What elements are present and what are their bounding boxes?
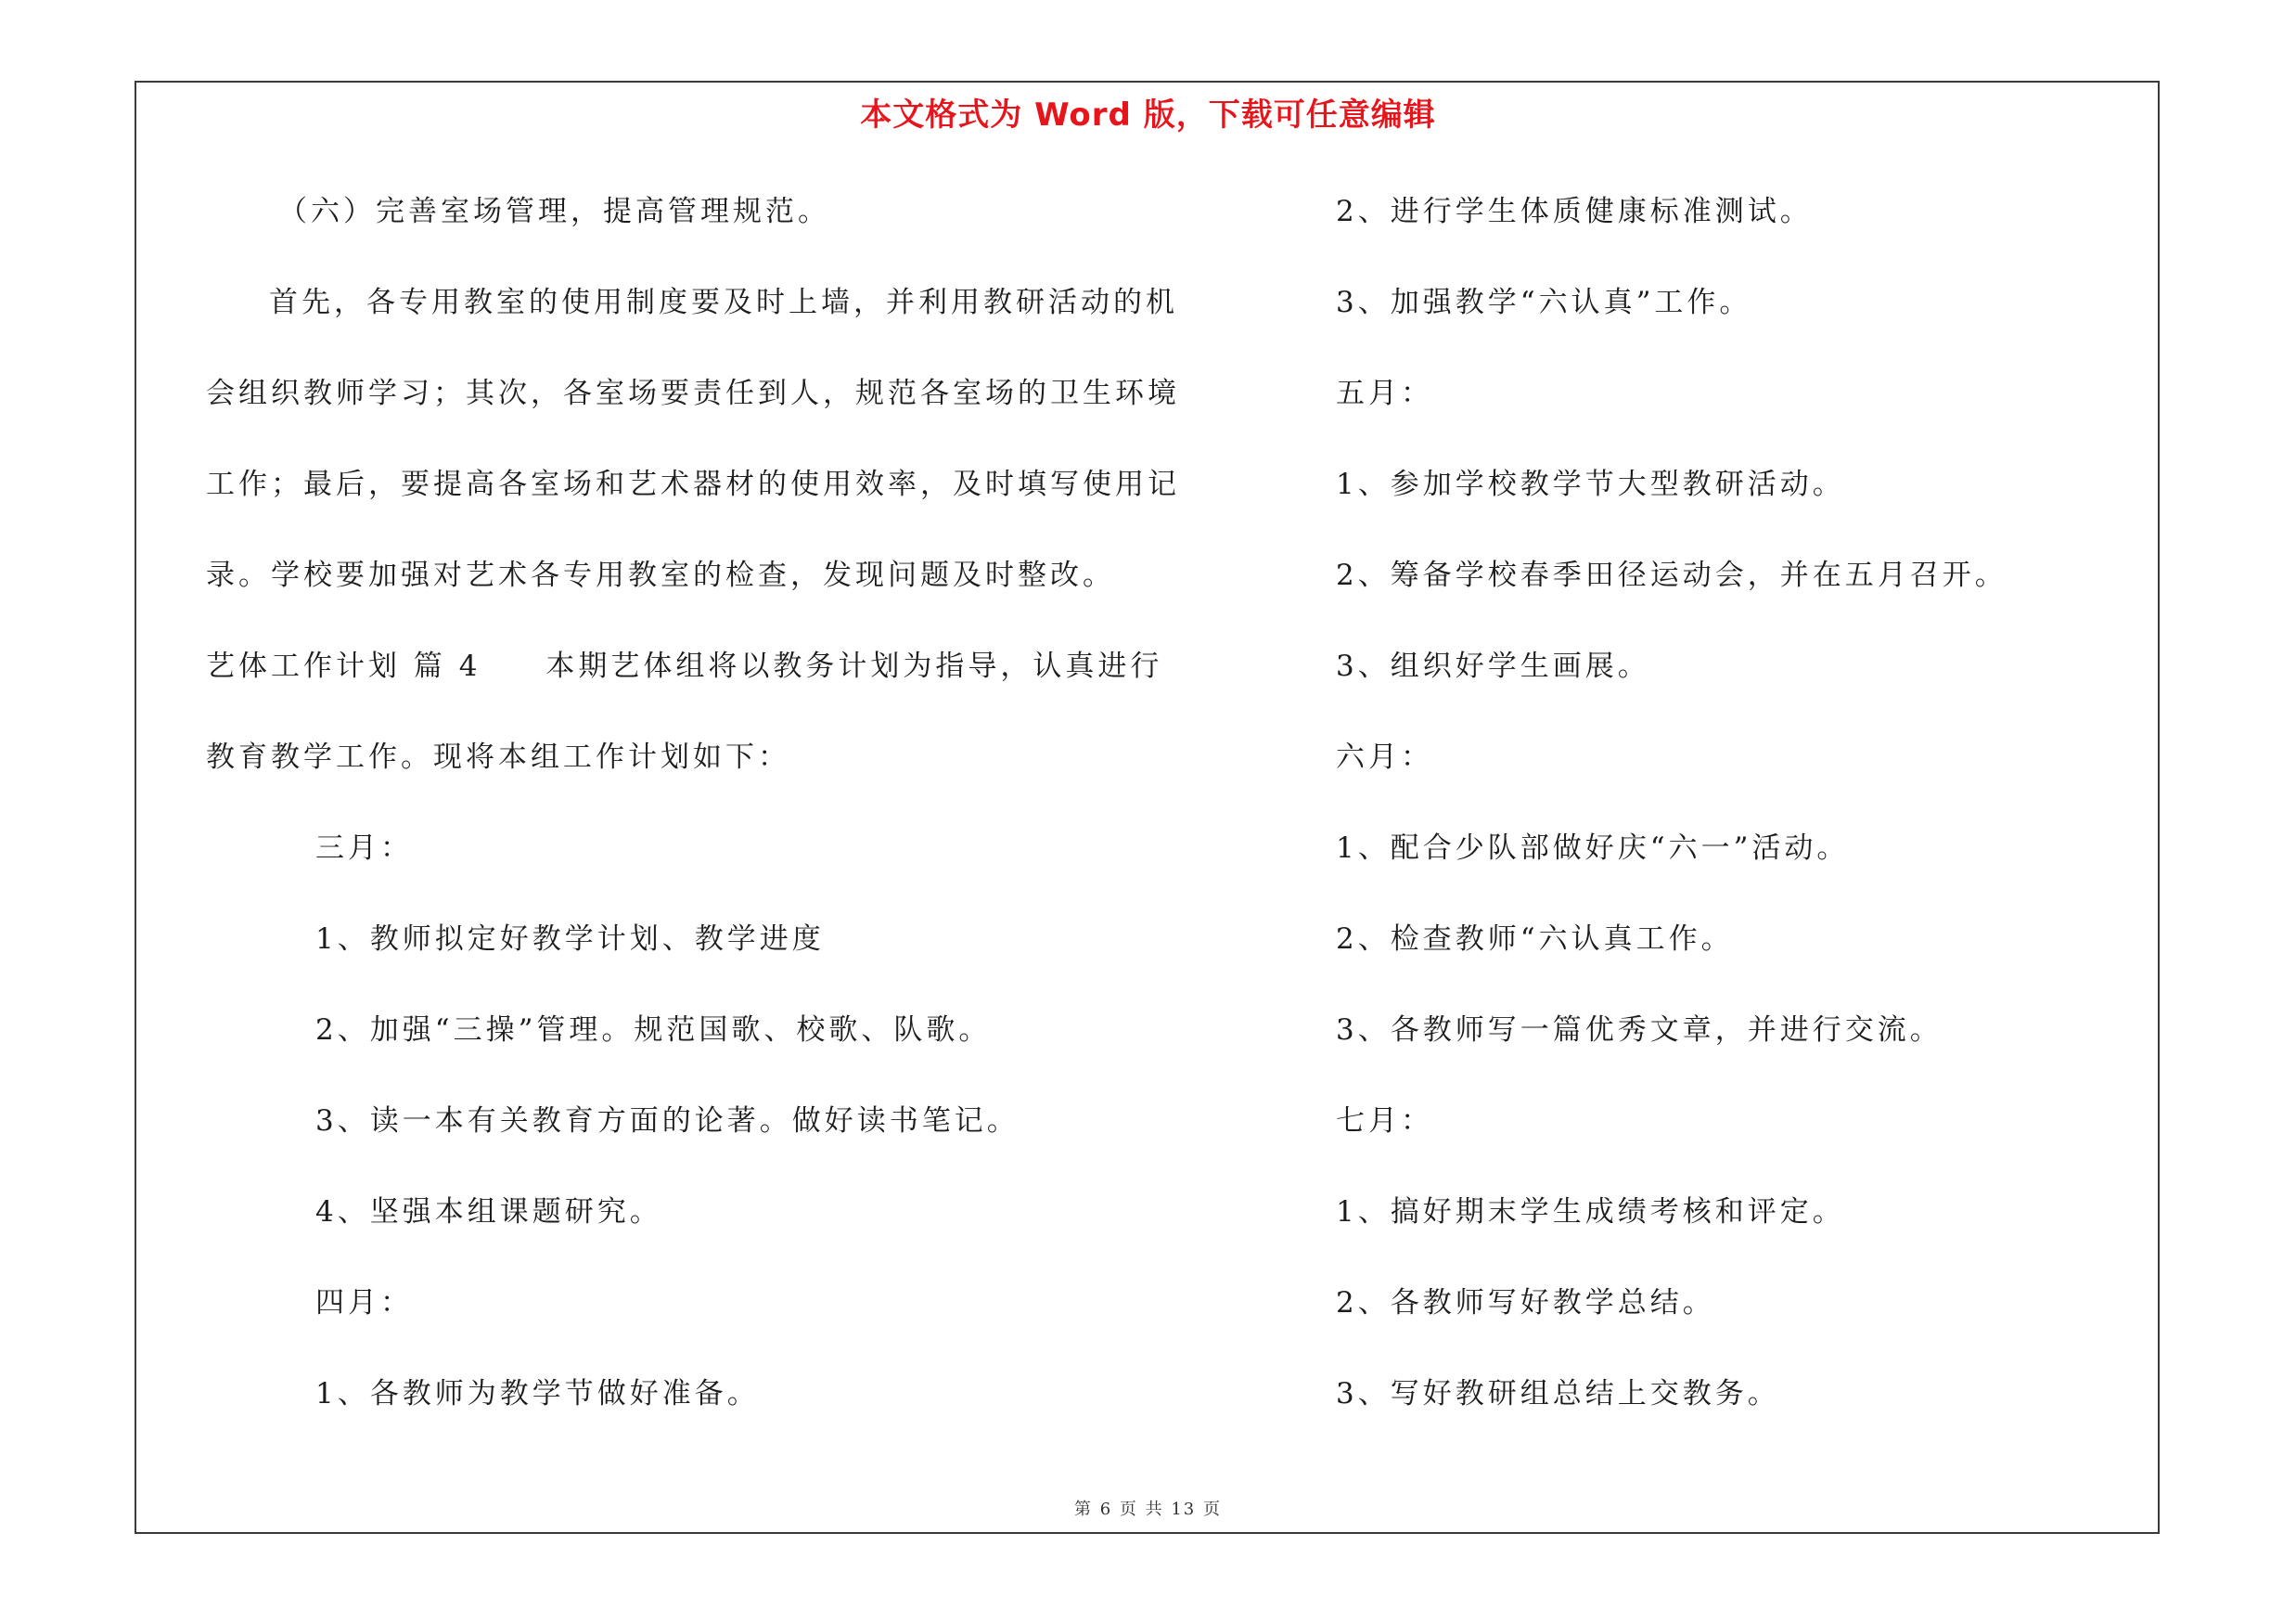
month-heading: 七月：: [1336, 1104, 1433, 1138]
list-item: 1、教师拟定好教学计划、教学进度: [315, 922, 825, 956]
month-heading: 六月：: [1336, 741, 1433, 774]
paragraph-line: 工作；最后，要提高各室场和艺术器材的使用效率，及时填写使用记: [206, 468, 1180, 501]
list-item: 2、各教师写好教学总结。: [1336, 1286, 1715, 1320]
paragraph-line: 首先，各专用教室的使用制度要及时上墙，并利用教研活动的机: [269, 286, 1178, 319]
list-item: 3、组织好学生画展。: [1336, 650, 1650, 683]
header-banner: 本文格式为 Word 版，下载可任意编辑: [860, 97, 1436, 134]
paragraph-line: （六）完善室场管理，提高管理规范。: [278, 195, 830, 228]
paragraph-line: 录。学校要加强对艺术各专用教室的检查，发现问题及时整改。: [206, 559, 1115, 592]
list-item: 3、读一本有关教育方面的论著。做好读书笔记。: [315, 1104, 1020, 1138]
page-number-footer: 第 6 页 共 13 页: [1074, 1500, 1222, 1519]
section-heading-line: 艺体工作计划 篇 4 本期艺体组将以教务计划为指导，认真进行: [206, 650, 1163, 683]
list-item: 2、检查教师“六认真工作。: [1336, 922, 1734, 956]
list-item: 1、搞好期末学生成绩考核和评定。: [1336, 1195, 1845, 1229]
paragraph-line: 教育教学工作。现将本组工作计划如下：: [206, 741, 790, 774]
list-item: 2、加强“三操”管理。规范国歌、校歌、队歌。: [315, 1013, 992, 1047]
list-item: 2、进行学生体质健康标准测试。: [1336, 195, 1813, 228]
list-item: 2、筹备学校春季田径运动会，并在五月召开。: [1336, 559, 2007, 592]
month-heading: 五月：: [1336, 377, 1433, 410]
month-heading: 四月：: [315, 1286, 413, 1320]
paragraph-line: 会组织教师学习；其次，各室场要责任到人，规范各室场的卫生环境: [206, 377, 1180, 410]
list-item: 3、写好教研组总结上交教务。: [1336, 1377, 1780, 1410]
list-item: 1、各教师为教学节做好准备。: [315, 1377, 760, 1410]
list-item: 1、配合少队部做好庆“六一”活动。: [1336, 831, 1850, 865]
list-item: 1、参加学校教学节大型教研活动。: [1336, 468, 1845, 501]
list-item: 3、各教师写一篇优秀文章，并进行交流。: [1336, 1013, 1943, 1047]
list-item: 3、加强教学“六认真”工作。: [1336, 286, 1752, 319]
month-heading: 三月：: [315, 831, 413, 865]
list-item: 4、坚强本组课题研究。: [315, 1195, 662, 1229]
